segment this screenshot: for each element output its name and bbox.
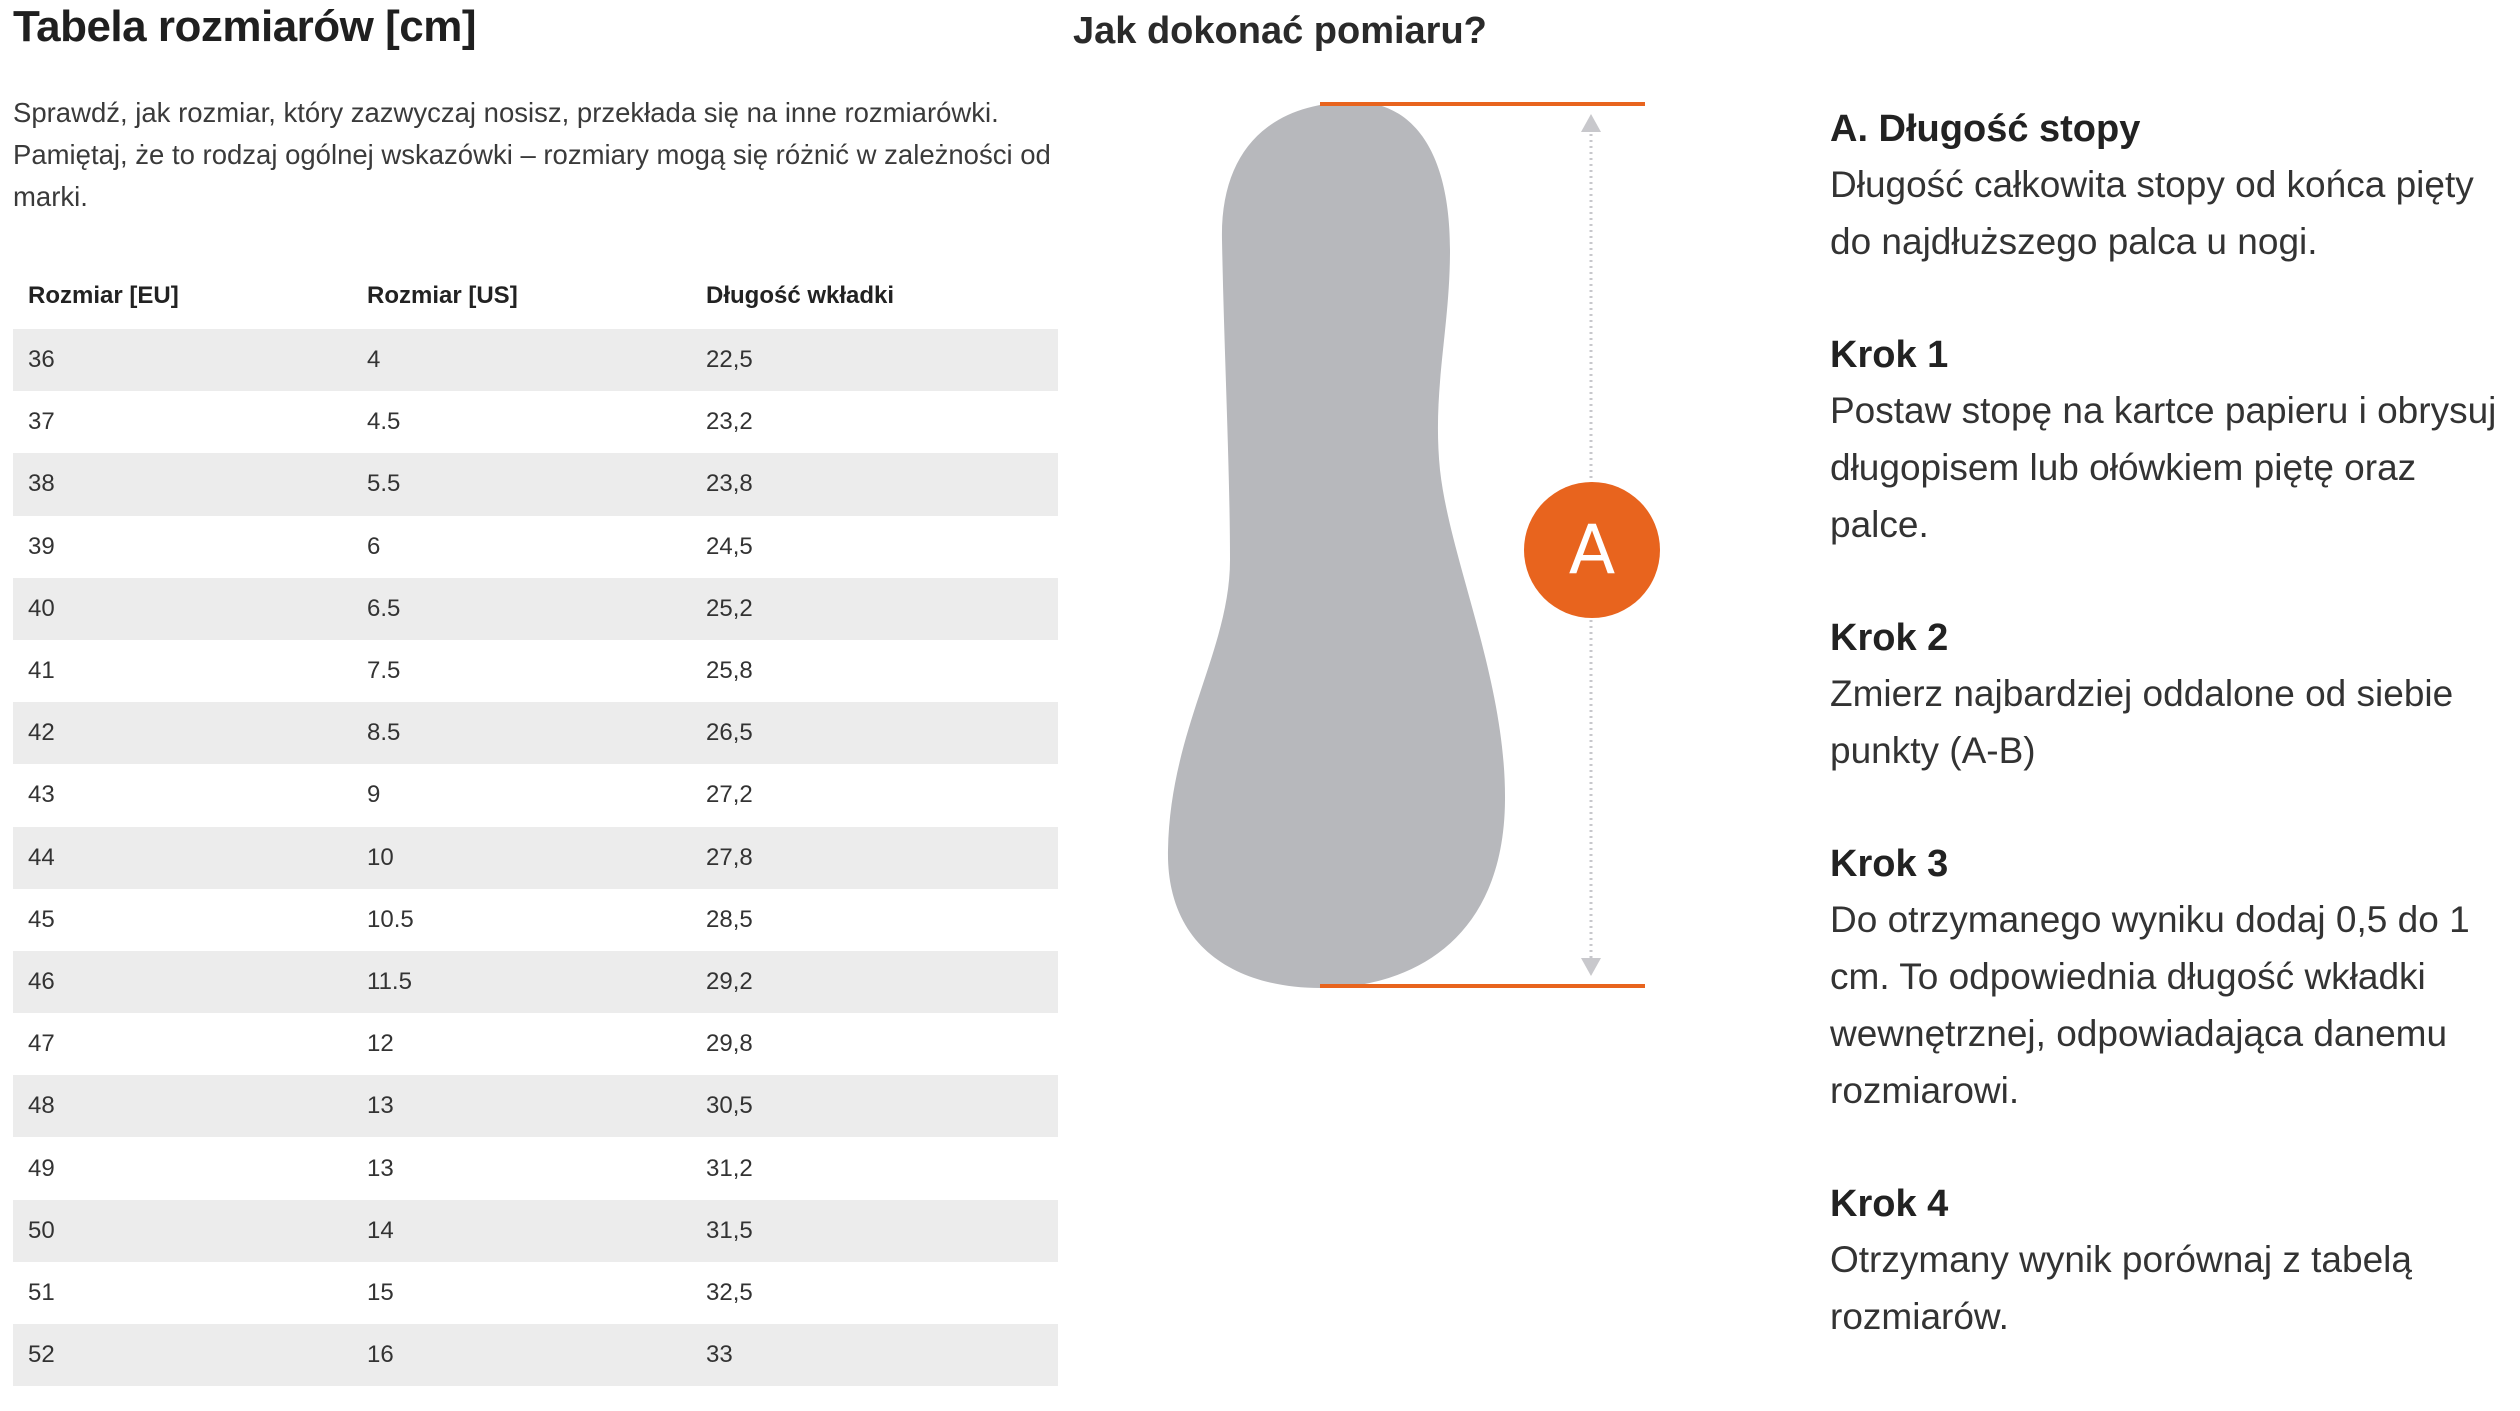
cell-us-size: 12	[367, 1030, 394, 1058]
cell-eu-size: 39	[28, 532, 55, 560]
cell-insole-length: 30,5	[691, 1075, 1058, 1137]
step-text: Długość całkowita stopy od końca pięty do najdłuższego palca u nogi.	[1830, 164, 2474, 262]
table-row	[13, 640, 1058, 702]
cell-us-size: 10	[352, 827, 691, 889]
table-row	[13, 1137, 1058, 1199]
instruction-step	[1830, 837, 2510, 1119]
table-header-row	[13, 263, 1058, 329]
cell-us-size: 6.5	[352, 578, 691, 640]
cell-insole-length: 24,5	[706, 532, 753, 560]
cell-insole-length: 25,8	[706, 657, 753, 685]
table-row	[13, 516, 1058, 578]
cell-us-size: 5.5	[352, 453, 691, 515]
foot-outline-icon	[1168, 102, 1505, 988]
cell-eu-size: 50	[13, 1200, 352, 1262]
cell-insole-length: 29,2	[691, 951, 1058, 1013]
header-insole-length: Długość wkładki	[706, 282, 895, 309]
step-text: Otrzymany wynik porównaj z tabelą rozmiarów.	[1830, 1239, 2412, 1337]
cell-insole-length: 31,2	[706, 1154, 753, 1182]
cell-insole-length: 25,2	[691, 578, 1058, 640]
cell-us-size: 6	[367, 532, 381, 560]
cell-us-size: 8.5	[352, 702, 691, 764]
instructions-section	[1830, 102, 2510, 1403]
table-row	[13, 889, 1058, 951]
table-row	[13, 764, 1058, 826]
cell-eu-size: 46	[13, 951, 352, 1013]
cell-eu-size: 38	[13, 453, 352, 515]
cell-eu-size: 41	[28, 657, 55, 685]
size-table	[13, 263, 1058, 1386]
cell-eu-size: 51	[28, 1278, 55, 1306]
instruction-step	[1830, 1177, 2510, 1345]
cell-eu-size: 49	[28, 1154, 55, 1182]
cell-insole-length: 29,8	[706, 1030, 753, 1058]
table-row	[13, 1200, 1058, 1262]
cell-insole-length: 23,8	[691, 453, 1058, 515]
step-text: Postaw stopę na kartce papieru i obrysuj długopisem lub ołówkiem piętę oraz palce.	[1830, 390, 2497, 545]
cell-eu-size: 44	[13, 827, 352, 889]
intro-text: Sprawdź, jak rozmiar, który zazwyczaj nosisz, przekłada się na inne rozmiarówki. Pamiętaj, że to rodzaj ogólnej wskazówki – rozmiary mogą się różnić w zależności od marki.	[13, 97, 1051, 212]
cell-eu-size: 48	[13, 1075, 352, 1137]
cell-us-size: 14	[352, 1200, 691, 1262]
table-row	[13, 453, 1058, 515]
table-row	[13, 1262, 1058, 1324]
table-row	[13, 1013, 1058, 1075]
cell-insole-length: 27,2	[706, 781, 753, 809]
cell-eu-size: 36	[13, 329, 352, 391]
instruction-step	[1830, 611, 2510, 779]
diagram-title: Jak dokonać pomiaru?	[1073, 10, 1487, 52]
cell-insole-length: 28,5	[706, 905, 753, 933]
cell-eu-size: 52	[13, 1324, 352, 1386]
cell-us-size: 4	[352, 329, 691, 391]
step-title: Krok 2	[1830, 617, 1949, 659]
step-title: Krok 1	[1830, 334, 1949, 376]
step-title: A. Długość stopy	[1830, 108, 2141, 150]
cell-insole-length: 26,5	[691, 702, 1058, 764]
step-title: Krok 4	[1830, 1183, 1949, 1225]
table-row	[13, 827, 1058, 889]
cell-eu-size: 42	[13, 702, 352, 764]
cell-us-size: 15	[367, 1278, 394, 1306]
table-row	[13, 1075, 1058, 1137]
cell-eu-size: 37	[28, 408, 55, 436]
cell-us-size: 4.5	[367, 408, 401, 436]
cell-us-size: 16	[352, 1324, 691, 1386]
table-body	[13, 329, 1058, 1386]
cell-eu-size: 47	[28, 1030, 55, 1058]
table-row	[13, 702, 1058, 764]
instruction-step	[1830, 328, 2510, 553]
step-text: Do otrzymanego wyniku dodaj 0,5 do 1 cm. To odpowiednia długość wkładki wewnętrznej, odpowiadająca danemu rozmiarowi.	[1830, 899, 2470, 1111]
cell-us-size: 11.5	[352, 951, 691, 1013]
cell-us-size: 9	[367, 781, 381, 809]
cell-insole-length: 27,8	[691, 827, 1058, 889]
cell-us-size: 7.5	[367, 657, 401, 685]
instruction-step	[1830, 102, 2510, 270]
cell-us-size: 13	[352, 1075, 691, 1137]
table-row	[13, 578, 1058, 640]
header-us-size: Rozmiar [US]	[367, 282, 518, 309]
cell-us-size: 10.5	[367, 905, 414, 933]
cell-insole-length: 22,5	[691, 329, 1058, 391]
table-row	[13, 1324, 1058, 1386]
table-row	[13, 329, 1058, 391]
cell-eu-size: 40	[13, 578, 352, 640]
header-eu-size: Rozmiar [EU]	[28, 282, 179, 309]
table-row	[13, 391, 1058, 453]
cell-insole-length: 23,2	[706, 408, 753, 436]
table-row	[13, 951, 1058, 1013]
cell-insole-length: 33	[691, 1324, 1058, 1386]
step-text: Zmierz najbardziej oddalone od siebie punkty (A-B)	[1830, 673, 2454, 771]
cell-eu-size: 45	[28, 905, 55, 933]
cell-eu-size: 43	[28, 781, 55, 809]
cell-insole-length: 31,5	[691, 1200, 1058, 1262]
cell-us-size: 13	[367, 1154, 394, 1182]
cell-insole-length: 32,5	[706, 1278, 753, 1306]
step-title: Krok 3	[1830, 843, 1949, 885]
badge-label: A	[1568, 510, 1616, 590]
page-title: Tabela rozmiarów [cm]	[13, 2, 477, 51]
